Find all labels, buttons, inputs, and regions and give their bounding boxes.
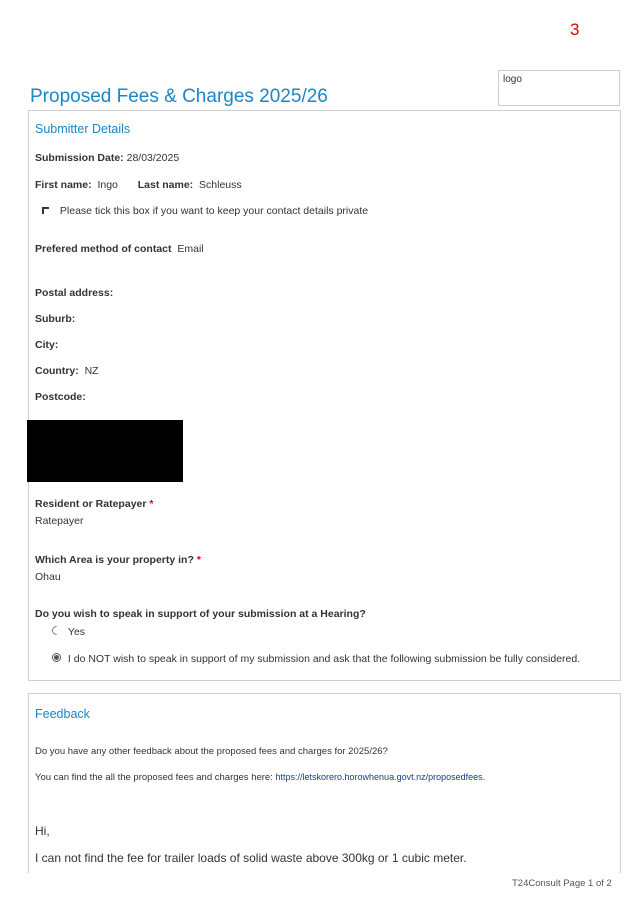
feedback-find-text: You can find the all the proposed fees and charges here: xyxy=(35,772,273,783)
proposed-fees-link[interactable]: https://letskorero.horowhenua.govt.nz/proposedfees xyxy=(275,772,483,782)
logo-placeholder: logo xyxy=(498,70,620,106)
area-value: Ohau xyxy=(35,571,61,583)
last-name-label: Last name: xyxy=(137,179,194,191)
hearing-yes-radio[interactable] xyxy=(50,624,63,637)
contact-method-value: Email xyxy=(177,243,204,255)
contact-method-label: Prefered method of contact xyxy=(35,243,172,255)
resident-row xyxy=(35,498,153,510)
feedback-greeting: Hi, xyxy=(35,824,50,838)
page-title: Proposed Fees & Charges 2025/26 xyxy=(30,86,328,107)
page-number: 3 xyxy=(570,20,580,39)
hearing-no-label: I do NOT wish to speak in support of my submission and ask that the following submission be fully considered. xyxy=(67,653,581,665)
area-row xyxy=(35,554,201,566)
submitter-section-title: Submitter Details xyxy=(35,122,131,136)
page-footer: T24Consult Page 1 of 2 xyxy=(512,878,612,889)
suburb-label: Suburb: xyxy=(35,313,76,325)
name-row xyxy=(35,179,242,191)
resident-label: Resident or Ratepayer xyxy=(35,498,147,510)
area-label: Which Area is your property in? xyxy=(35,554,194,566)
redaction-block xyxy=(27,420,183,482)
hearing-question: Do you wish to speak in support of your submission at a Hearing? xyxy=(35,608,366,620)
link-suffix: . xyxy=(482,772,486,783)
feedback-section-title: Feedback xyxy=(35,707,90,721)
country-value: NZ xyxy=(84,365,99,377)
hearing-yes-label: Yes xyxy=(67,626,86,638)
submitter-details-panel xyxy=(28,110,621,681)
feedback-body: I can not find the fee for trailer loads of solid waste above 300kg or 1 cubic meter. xyxy=(35,851,467,865)
country-row xyxy=(35,365,99,377)
submission-date-label: Submission Date: xyxy=(35,152,124,164)
private-details-checkbox[interactable] xyxy=(42,207,49,214)
last-name-value: Schleuss xyxy=(199,179,242,191)
feedback-question: Do you have any other feedback about the proposed fees and charges for 2025/26? xyxy=(35,746,388,757)
feedback-find-row xyxy=(35,772,485,783)
required-mark: * xyxy=(196,554,201,566)
required-mark: * xyxy=(149,498,154,510)
city-label: City: xyxy=(35,339,59,351)
resident-value: Ratepayer xyxy=(35,515,84,527)
contact-method-row xyxy=(35,243,204,255)
first-name-value: Ingo xyxy=(97,179,118,191)
postal-address-label: Postal address: xyxy=(35,287,114,299)
first-name-label: First name: xyxy=(35,179,92,191)
feedback-panel xyxy=(28,693,621,873)
hearing-no-radio[interactable] xyxy=(50,651,63,664)
hearing-no-option[interactable] xyxy=(52,653,580,665)
private-details-row xyxy=(42,205,368,217)
submission-date-value: 28/03/2025 xyxy=(126,152,180,164)
country-label: Country: xyxy=(35,365,79,377)
hearing-yes-option[interactable] xyxy=(52,626,85,638)
submission-date-row xyxy=(35,152,179,164)
private-details-label: Please tick this box if you want to keep your contact details private xyxy=(59,205,369,217)
postcode-label: Postcode: xyxy=(35,391,86,403)
